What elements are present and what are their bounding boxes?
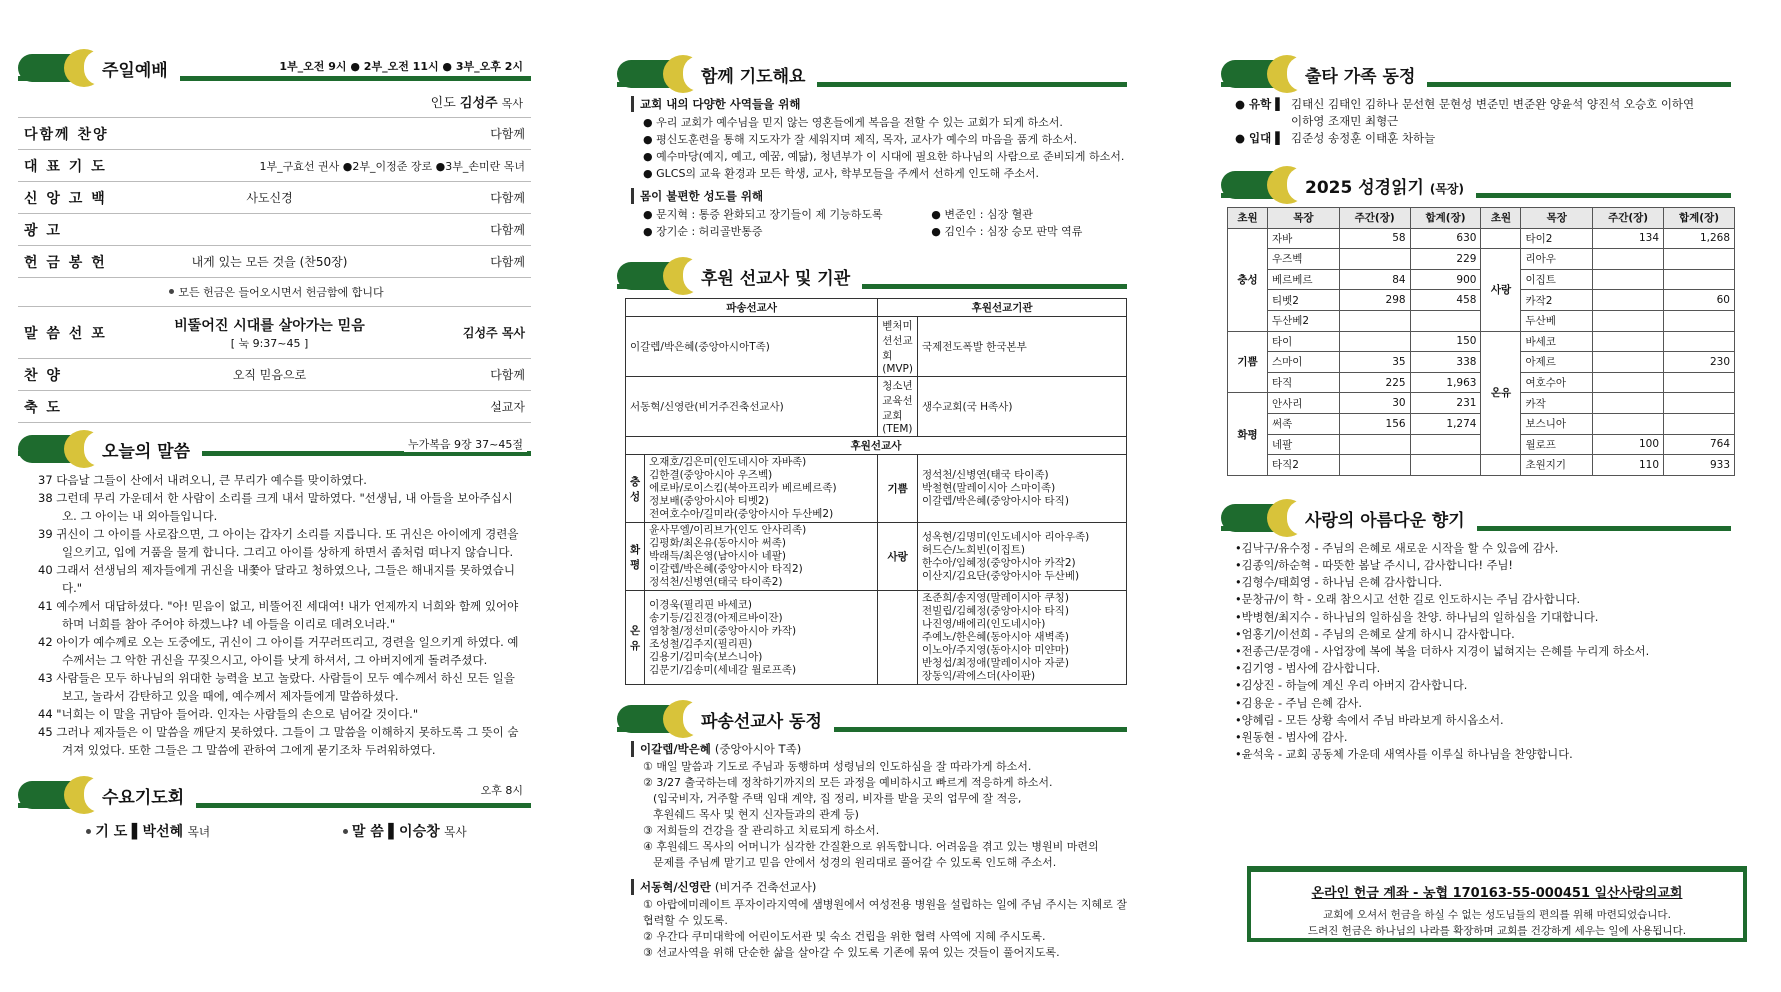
pray-item: ● 장기순 : 허리골반통증 [643,225,763,238]
verse: 45 그러나 제자들은 이 말씀을 깨닫지 못하였다. 그들이 그 말씀을 이해하지 못하도록 그 뜻이 숨겨져 있었다. 또한 그들은 그 말씀에 관하여 그에게 묻기조차 두려워하였다. [38,725,519,757]
today-word-ref: 누가복음 9장 37~45절 [404,436,527,452]
verse: 39 귀신이 그 아이를 사로잡으면, 그 아이는 갑자기 소리를 지릅니다. 또 귀신은 아이에게 경련을 일으키고, 입에 거품을 물게 합니다. 그리고 아이를 상하게 하면서 좀처럼 떠나지 않습니다. [38,527,519,559]
love-header [1221,496,1731,534]
family-army: ● 입대 ▌ 김준성 송정훈 이태훈 차하늘 [1235,131,1436,145]
sent-news-1: 이갈렙/박은혜 (중앙아시아 T족) [631,741,1127,757]
mission-header [617,254,1127,292]
love-item: •김종익/하순혁 - 따뜻한 봄날 주시니, 감사합니다! 주님! [1235,558,1513,572]
sent-news-2: 서동혁/신영란 (비거주 건축선교사) [631,879,1127,895]
pray-title: 함께 기도해요 [683,56,817,91]
pray-item: ● GLCS의 교육 환경과 모든 학생, 교사, 학부모들을 주께서 선하게 인도해 주소서. [643,167,1040,180]
wed-time: 오후 8시 [477,782,527,798]
news-item: ② 3/27 출국하는데 정착하기까지의 모든 과정을 예비하시고 빠르게 적응하게 하소서. [643,776,1053,789]
order-row: 헌 금 봉 헌 내게 있는 모든 것을 (찬50장) 다함께 [18,246,531,278]
pray-item: ● 예수마당(예지, 예고, 예꿈, 예닮), 청년부가 이 시대에 필요한 하나님의 사람으로 준비되게 하소서. [643,150,1125,163]
love-item: •김용운 - 주님 은혜 감사. [1235,696,1362,710]
order-row: 광 고 다함께 [18,214,531,246]
order-row: 대 표 기 도 1부_구효선 권사 ●2부_이정준 장로 ●3부_손미란 목녀 [18,150,531,182]
pray-section-1: 교회 내의 다양한 사역들을 위해 [631,96,1127,112]
mission-table: 파송선교사 후원선교기관 이갈렙/박은혜(중앙아시아T족) 벧처미션선교회(MVP) 국제전도폭발 한국본부 서동혁/신영란(비거주건축선교사) 청소년교육선교회(TEM) 생수교회(국 H족사) 후원선교사 충성 오재호/김은미(인도네시아 자바족) 김한결(중앙아시아 우즈벡) 에로바/로이스킴(북아프리카 베르베르족) 정보배(중앙아시아 티벳2) 전여호수아/길미라(중앙아시아 두산베2) 기쁨 정석천/신병연(태국 타이족) 박철현(말레이시아 스마이족) 이갈렙/박은혜(중앙아시아 타직) 화평 윤사무엘/이리브가(인도 안사리족) 김평화/최온유(동아시아 써족) 박래득/최은영(남아시아 네팔) 이갈렙/박은혜(중앙아시아 타직2) 정석천/신병연(태국 타이족2) 사랑 성옥현/김명미(인도네시아 리아우족) 허드슨/노희빈(이집트) 한수아/임혜정(중앙아시아 카작2) 이산지/김요단(중앙아시아 두산베) 온유 이경욱(필리핀 바세코) 송기등/김진경(아제르바이잔) 염창철/정선미(중앙아시아 카작) 조성철/김주지(필리핀) 김용기/김미숙(보스니아) 김문기/김송미(세네갈 월로프족) 조준희/송지영(말레이시아 쿠칭) 전빌립/김혜정(중앙아시아 타직) 나진영/배에리(인도네시아) 주예노/한은혜(동아시아 새벽족) 이노아/주지영(동아시아 미얀마) 반청섭/최정애(말레이시아 자쿤) 장동익/곽에스더(사이판) [625,298,1127,685]
bible-table: 초원 목장 주간(장) 합계(장) 초원 목장 주간(장) 합계(장) 충성 자바 58 630 타이2 134 1,268 우즈벡 229 사랑 리아우 베르베르 84 900 이집트 티벳2 298 458 카작2 60 두산베2 두산베 기쁨 타이 150 온유 바세코 스마이 35 338 아제르 230 타직 225 1,963 여호수아 화평 안사리 30 231 카작 써족 156 1,274 보스니아 네팔 월로프 100 764 타직2 초원지기 110 933 [1227,207,1735,476]
verse: 38 그런데 무리 가운데서 한 사람이 소리를 크게 내서 말하였다. "선생님, 내 아들을 보아주십시오. 그 아이는 내 외아들입니다. [38,491,513,523]
love-item: •김상진 - 하늘에 계신 우리 아버지 감사합니다. [1235,679,1468,693]
love-item: •윤석욱 - 교회 공동체 가운데 새역사를 이루실 하나님을 찬양합니다. [1235,748,1573,762]
news-item: ② 우간다 쿠미대학에 어린이도서관 및 숙소 건립을 위한 협력 사역에 지혜 주시도록. [643,930,1046,943]
online-offering-line: 교회에 오셔서 헌금을 하실 수 없는 성도님들의 편의를 위해 마련되었습니다. [1323,909,1671,921]
pray-header [617,52,1127,90]
news-item: ③ 선교사역을 위해 단순한 삶을 살아갈 수 있도록 기존에 묶여 있는 것들이 풀어지도록. [643,946,1060,959]
online-offering-title: 온라인 헌금 계좌 - 농협 170163-55-000451 일산사랑의교회 [1311,886,1683,901]
worship-header [18,46,531,84]
family-title: 출타 가족 동정 [1287,56,1427,91]
order-row: 축 도 설교자 [18,391,531,423]
love-list [1221,540,1731,764]
pray-item: ● 우리 교회가 예수님을 믿지 않는 영혼들에게 복음을 전할 수 있는 교회가 되게 하소서. [643,116,1063,129]
love-item: •원동현 - 범사에 감사. [1235,730,1348,744]
love-item: •김기영 - 범사에 감사합니다. [1235,662,1381,676]
bible-header [1221,163,1731,201]
pray-item: ● 평신도훈련을 통해 지도자가 잘 세워지며 제직, 목자, 교사가 예수의 마음을 품게 하소서. [643,133,1077,146]
pray-item: ● 문지혁 : 통증 완화되고 장기들이 제 기능하도록 [643,208,883,221]
mission-title: 후원 선교사 및 기관 [683,258,862,293]
family-study: ● 유학 ▌ 김태신 김태인 김하나 문선현 문현성 변준민 변준완 양윤석 양진석 오승호 이하연 이하영 조재민 최형근 [1235,97,1695,128]
order-row: 찬 양 오직 믿음으로 다함께 [18,359,531,391]
verse: 42 아이가 예수께로 오는 도중에도, 귀신이 그 아이를 거꾸러뜨리고, 경련을 일으키게 하였다. 예수께서는 그 악한 귀신을 꾸짖으시고, 아이를 낫게 하셔서, 그 아버지에게 돌려주셨다. [38,635,519,667]
column-1 [18,46,531,841]
offering-note: 모든 헌금은 들어오시면서 헌금함에 합니다 [18,278,531,307]
pray-item: ● 김인수 : 심장 승모 판막 역류 [931,225,1083,238]
today-word-title: 오늘의 말씀 [84,431,202,466]
sent-news-title: 파송선교사 동정 [683,701,834,736]
love-item: •문창규/이 학 - 오래 참으시고 선한 길로 인도하시는 주님 감사합니다. [1235,593,1581,607]
verse: 41 예수께서 대답하셨다. "아! 믿음이 없고, 비뚤어진 세대여! 내가 언제까지 너희와 함께 있어야 하며 너희를 참아 주어야 하겠느냐? 네 아들을 이리로 데려오너라." [38,599,519,631]
verse: 40 그래서 선생님의 제자들에게 귀신을 내쫓아 달라고 청하였으나, 그들은 해내지를 못하였습니다." [38,563,515,595]
verse: 37 다음날 그들이 산에서 내려오니, 큰 무리가 예수를 맞이하였다. [38,473,367,487]
news-item: ① 아랍에미레이트 푸자이라지역에 샘병원에서 여성전용 병원을 설립하는 일에 주님 주시는 지혜로 잘 협력할 수 있도록. [643,898,1127,927]
order-row: 신 앙 고 백 사도신경 다함께 [18,182,531,214]
news-item: 문제를 주님께 맡기고 믿음 안에서 성경의 원리대로 풀어갈 수 있도록 인도해 주소서. [653,856,1057,869]
pray-section-2: 몸이 불편한 성도를 위해 [631,188,1127,204]
news-item: ③ 저희들의 건강을 잘 관리하고 치료되게 하소서. [643,824,880,837]
worship-title: 주일예배 [84,50,180,85]
online-offering-box [1247,866,1747,942]
love-item: •김낙구/유수정 - 주님의 은혜로 새로운 시작을 할 수 있음에 감사. [1235,541,1559,555]
news-item: 후원쉐드 목사 및 현지 신자들과의 관계 등) [653,808,859,821]
order-row: 다함께 찬양 다함께 [18,118,531,150]
wed-header [18,773,531,811]
column-3 [1221,52,1731,763]
love-item: •김형수/태희영 - 하나님 은혜 감사합니다. [1235,576,1443,590]
worship-leader: 인도 김성주 목사 [18,90,531,118]
sermon-row: 말 씀 선 포 비뚤어진 시대를 살아가는 믿음 [ 눅 9:37~45 ] 김성주 목사 [18,307,531,359]
bible-title: 2025 성경읽기 (목장) [1287,167,1476,202]
wed-roles: 기 도 ▌박선혜 목녀 말 씀 ▌이승창 목사 [18,817,531,841]
news-item: ① 매일 말씀과 기도로 주님과 동행하며 성령님의 인도하심을 잘 따라가게 하소서. [643,760,1032,773]
online-offering-line: 드려진 헌금은 하나님의 나라를 확장하며 교회를 건강하게 세우는 일에 사용됩니다. [1307,925,1687,937]
news-item: ④ 후원쉐드 목사의 어머니가 심각한 간질환으로 위독합니다. 어려움을 겪고 있는 병원비 마련의 [643,840,1099,853]
love-title: 사랑의 아름다운 향기 [1287,500,1477,535]
sick-list [617,206,1127,240]
sent-news-header [617,697,1127,735]
family-header [1221,52,1731,90]
love-item: •엄홍기/이선희 - 주님의 은혜로 살게 하시니 감사합니다. [1235,627,1515,641]
verse: 44 "너희는 이 말을 귀담아 들어라. 인자는 사람들의 손으로 넘어갈 것이다." [38,707,419,721]
verse: 43 사람들은 모두 하나님의 위대한 능력을 보고 놀랐다. 사람들이 모두 예수께서 하신 모든 일을 보고, 놀라서 감탄하고 있을 때에, 예수께서 제자들에게 말씀하셨다. [38,671,515,703]
news-item: (입국비자, 거주할 주택 임대 계약, 집 정리, 비자를 받을 곳의 업무에 잘 적응, [653,792,1022,805]
column-2 [617,52,1127,961]
worship-times: 1부_오전 9시 ● 2부_오전 11시 ● 3부_오후 2시 [275,58,527,74]
love-item: •전종근/문경애 - 사업장에 복에 복을 더하사 지경이 넓혀지는 은혜를 누리게 하소서. [1235,644,1650,658]
verse-list [18,471,531,759]
pray-item: ● 변준인 : 심장 혈관 [931,208,1033,221]
love-item: •박병현/최지수 - 하나님의 일하심을 찬양. 하나님의 일하심을 기대합니다. [1235,610,1599,624]
love-item: •양혜림 - 모든 상황 속에서 주님 바라보게 하시옵소서. [1235,713,1504,727]
wed-title: 수요기도회 [84,777,196,812]
today-word-header [18,427,531,465]
